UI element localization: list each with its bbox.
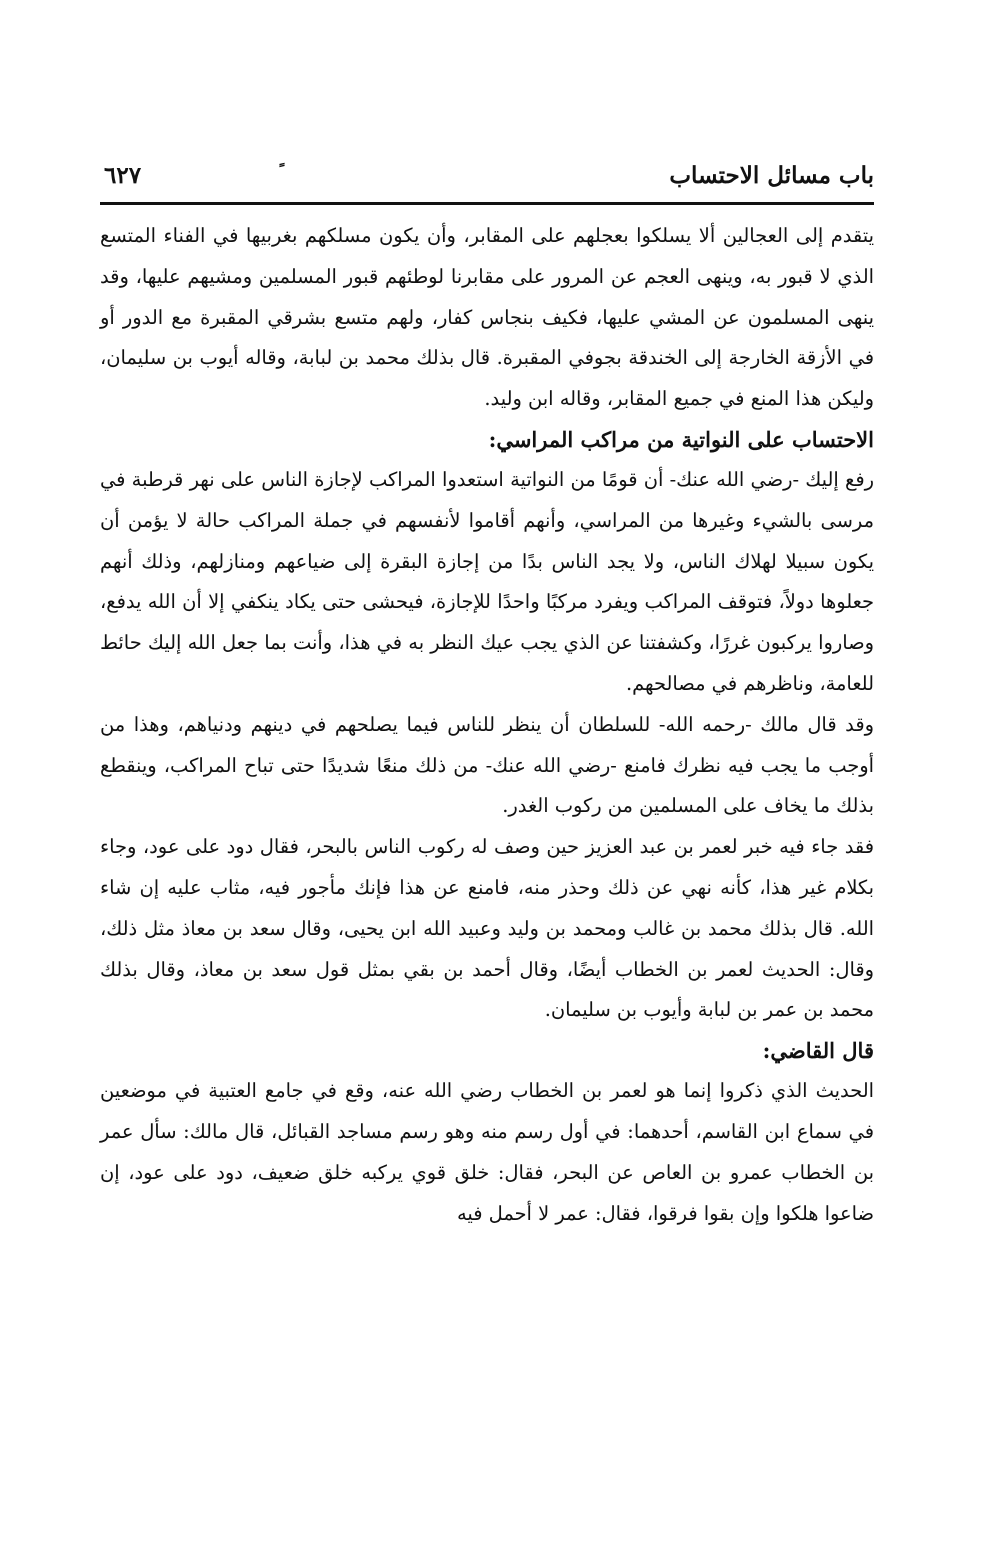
header-rule — [100, 202, 874, 205]
paragraph-malik: وقد قال مالك -رحمه الله- للسلطان أن ينظر للناس فيما يصلحهم في دينهم ودنياهم، وهذا من أوجب ما يجب فيه نظرك فامنع -رضي الله عنك- من ذلك منعًا شديدًا حتى تباح المراكب، وينقطع بذلك ما يخاف على المسلمين من ركوب الغدر. — [100, 712, 874, 818]
paragraph-cemetery: يتقدم إلى العجالين ألا يسلكوا بعجلهم على المقابر، وأن يكون مسلكهم بغربيها في الفناء المتسع الذي لا قبور به، وينهى العجم عن المرور على مقابرنا لوطئهم قبور المسلمين ومشيهم عليها، وقد ينهى المسلمون عن المشي عليها، فكيف بنجاس كفار، ولهم متسع بشرقي المقبرة مع الدور أو في الأزقة الخارجة إلى الخندقة بجوفي المقبرة. قال بذلك محمد بن لبابة، وقاله أيوب بن سليمان، وليكن هذا المنع في جميع المقابر، وقاله ابن وليد. — [100, 224, 874, 411]
running-title: باب مسائل الاحتساب — [669, 162, 874, 189]
paragraph-hadith: الحديث الذي ذكروا إنما هو لعمر بن الخطاب رضي الله عنه، وقع في جامع العتبية في موضعين في سماع ابن القاسم، أحدهما: في أول رسم منه وهو رسم مساجد القبائل، قال مالك: سأل عمر بن الخطاب عمرو بن العاص عن البحر، فقال: خلق قوي يركبه خلق ضعيف، دود على عود، إن ضاعوا هلكوا وإن بقوا فرقوا، فقال: عمر لا أحمل فيه — [100, 1079, 874, 1225]
section-heading-boatmen: الاحتساب على النواتية من مراكب المراسي: — [488, 426, 874, 452]
text-body — [100, 216, 874, 1234]
paragraph-boats: رفع إليك -رضي الله عنك- أن قومًا من النواتية استعدوا المراكب لإجازة الناس على نهر قرطبة في مرسى بالشيء وغيرها من المراسي، وأنهم أقاموا لأنفسهم في جملة المراكب حالة لا يؤمن أن يكون سبيلا لهلاك الناس، ولا يجد الناس بدًا من إجازة البقرة إلى ضياعهم ومنازلهم، وذلك أنهم جعلوها دولاً، فتوقف المراكب ويفرد مركبًا واحدًا للإجازة، فيحشى حتى يكاد ينكفي إلا أن الله يدفع، وصاروا يركبون غررًا، وكشفتنا عن الذي يجب عيك النظر به في هذا، وأنت بما جعل الله إليك حائط للعامة، وناظرهم في مصالحهم. — [100, 467, 874, 695]
page-number: ٦٢٧ — [104, 162, 142, 189]
book-page — [100, 150, 874, 1234]
page-header — [100, 150, 874, 192]
section-heading-qadi: قال القاضي: — [762, 1038, 874, 1064]
paragraph-umar: فقد جاء فيه خبر لعمر بن عبد العزيز حين وصف له ركوب الناس بالبحر، فقال دود على عود، وجاء بكلام غير هذا، كأنه نهي عن ذلك وحذر منه، فامنع عن هذا فإنك مأجور فيه، مثاب عليه إن شاء الله. قال بذلك محمد بن غالب ومحمد بن وليد وعبيد الله ابن يحيى، وقال سعد بن معاذ مثل ذلك، وقال: الحديث لعمر بن الخطاب أيضًا، وقال أحمد بن بقي بمثل قول سعد بن معاذ، وقال بذلك محمد بن عمر بن لبابة وأيوب بن سليمان. — [100, 835, 874, 1022]
